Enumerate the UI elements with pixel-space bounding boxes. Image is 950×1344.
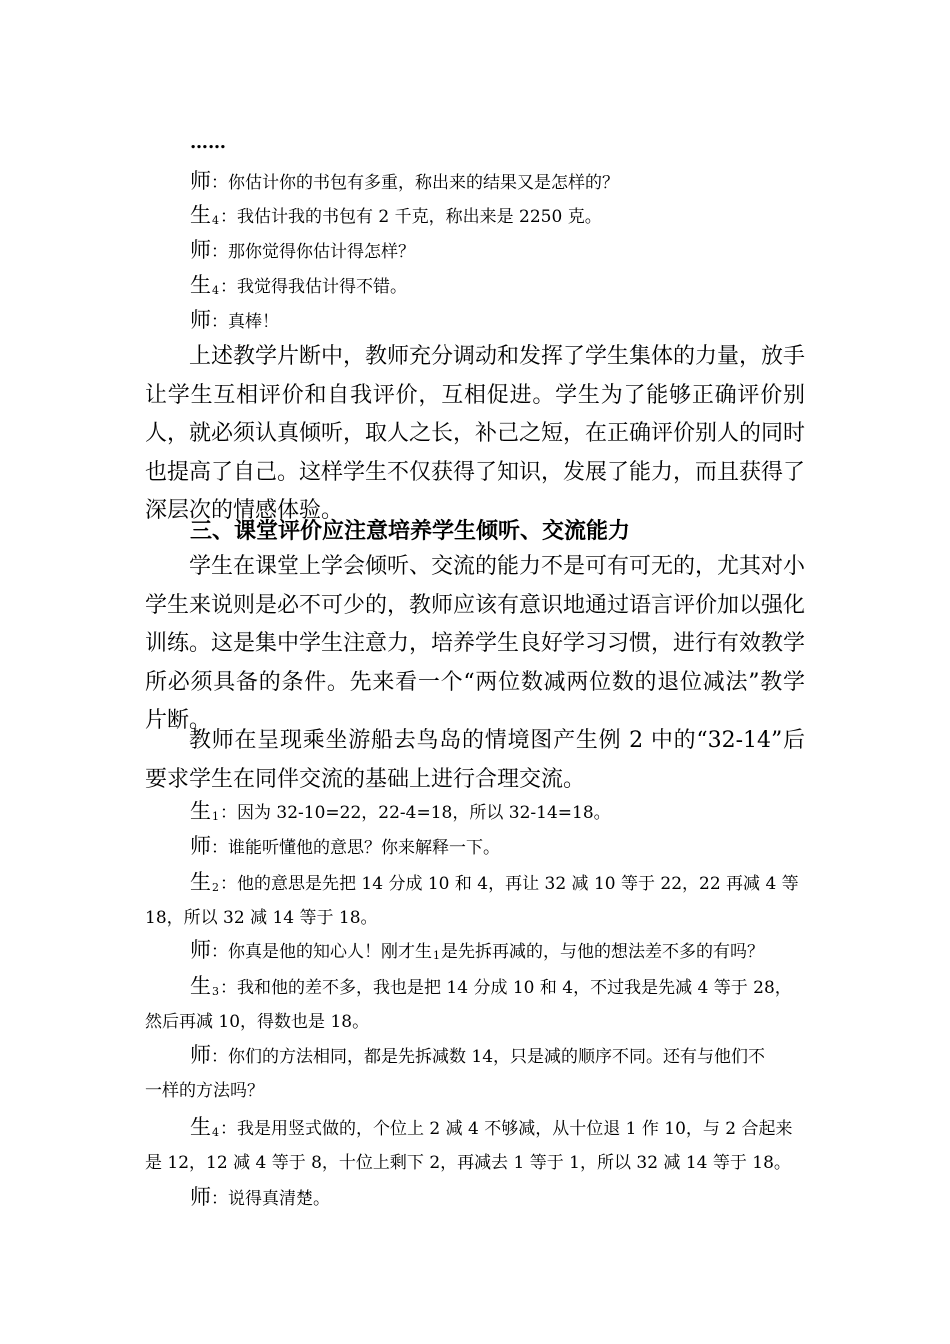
line-continuation: 18，所以 32 减 14 等于 18。 bbox=[145, 908, 378, 928]
line-text: ：我和他的差不多，我也是把 14 分成 10 和 4，不过我是先减 4 等于 28， bbox=[220, 978, 792, 998]
dialog-line bbox=[190, 1187, 330, 1208]
speaker-label: 师 bbox=[190, 238, 211, 262]
speaker-label: 生 bbox=[190, 1115, 211, 1139]
dialog-line bbox=[190, 976, 792, 997]
line-continuation: 一样的方法吗？ bbox=[145, 1081, 264, 1101]
line-text: ：我估计我的书包有 2 千克，称出来是 2250 克。 bbox=[220, 207, 602, 227]
speaker-subscript: 2 bbox=[212, 881, 219, 894]
dialog-line bbox=[190, 1117, 793, 1138]
line-text: ：说得真清楚。 bbox=[211, 1189, 330, 1209]
line-continuation: 是 12，12 减 4 等于 8，十位上剩下 2，再减去 1 等于 1，所以 32 减 14 等于 18。 bbox=[145, 1153, 791, 1173]
speaker-subscript: 3 bbox=[212, 985, 219, 998]
speaker-label: 生 bbox=[190, 799, 211, 823]
line-text: ：我是用竖式做的，个位上 2 减 4 不够减，从十位退 1 作 10，与 2 合起来 bbox=[220, 1119, 793, 1139]
dialog-line bbox=[190, 205, 602, 226]
speaker-label: 师 bbox=[190, 1043, 211, 1067]
speaker-subscript: 4 bbox=[212, 1126, 219, 1139]
body-paragraph: 学生在课堂上学会倾听、交流的能力不是可有可无的，尤其对小学生来说则是必不可少的，教师应该有意识地通过语言评价加以强化训练。这是集中学生注意力，培养学生良好学习习惯，进行有效教学所必须具备的条件。先来看一个“两位数减两位数的退位减法”教学片断。 bbox=[145, 554, 806, 733]
dialog-line bbox=[190, 275, 407, 296]
line-text: ：他的意思是先把 14 分成 10 和 4，再让 32 减 10 等于 22，22 再减 4 等 bbox=[220, 874, 799, 894]
line-text: ：因为 32-10=22，22-4=18，所以 32-14=18。 bbox=[220, 803, 611, 823]
speaker-label: 生 bbox=[190, 974, 211, 998]
dialog-line bbox=[190, 940, 764, 961]
dialog-line bbox=[190, 801, 611, 822]
speaker-label: 师 bbox=[190, 1185, 211, 1209]
line-text: ：你估计你的书包有多重，称出来的结果又是怎样的？ bbox=[211, 173, 619, 193]
speaker-label: 生 bbox=[190, 203, 211, 227]
speaker-subscript: 4 bbox=[212, 284, 219, 297]
ellipsis: …… bbox=[190, 132, 226, 153]
speaker-label: 师 bbox=[190, 938, 211, 962]
speaker-label: 师 bbox=[190, 169, 211, 193]
line-text: ：你们的方法相同，都是先拆减数 14，只是减的顺序不同。还有与他们不 bbox=[211, 1047, 766, 1067]
speaker-label: 生 bbox=[190, 273, 211, 297]
speaker-label: 生 bbox=[190, 870, 211, 894]
line-text: 是先拆再减的，与他的想法差不多的有吗？ bbox=[441, 942, 764, 962]
line-text: ：那你觉得你估计得怎样？ bbox=[211, 242, 415, 262]
line-text: ：你真是他的知心人！刚才生 bbox=[211, 942, 432, 962]
speaker-subscript: 1 bbox=[212, 810, 219, 823]
body-paragraph: 上述教学片断中，教师充分调动和发挥了学生集体的力量，放手让学生互相评价和自我评价，互相促进。学生为了能够正确评价别人，就必须认真倾听，取人之长，补己之短，在正确评价别人的同时也提高了自己。这样学生不仅获得了知识，发展了能力，而且获得了深层次的情感体验。 bbox=[145, 344, 806, 523]
dialog-line bbox=[190, 171, 619, 192]
body-paragraph: 教师在呈现乘坐游船去鸟岛的情境图产生例 2 中的“32-14”后要求学生在同伴交流的基础上进行合理交流。 bbox=[145, 728, 805, 792]
section-heading: 三、课堂评价应注意培养学生倾听、交流能力 bbox=[190, 519, 631, 544]
line-text: ：真棒！ bbox=[211, 312, 279, 332]
line-text: ：我觉得我估计得不错。 bbox=[220, 277, 407, 297]
speaker-subscript: 1 bbox=[433, 949, 440, 962]
dialog-line bbox=[190, 240, 415, 261]
speaker-label: 师 bbox=[190, 308, 211, 332]
dialog-line bbox=[190, 872, 799, 893]
line-text: ：谁能听懂他的意思？你来解释一下。 bbox=[211, 838, 500, 858]
dialog-line bbox=[190, 836, 500, 857]
speaker-label: 师 bbox=[190, 834, 211, 858]
dialog-line bbox=[190, 310, 279, 331]
speaker-subscript: 4 bbox=[212, 214, 219, 227]
dialog-line bbox=[190, 1045, 765, 1066]
line-continuation: 然后再减 10，得数也是 18。 bbox=[145, 1012, 370, 1032]
